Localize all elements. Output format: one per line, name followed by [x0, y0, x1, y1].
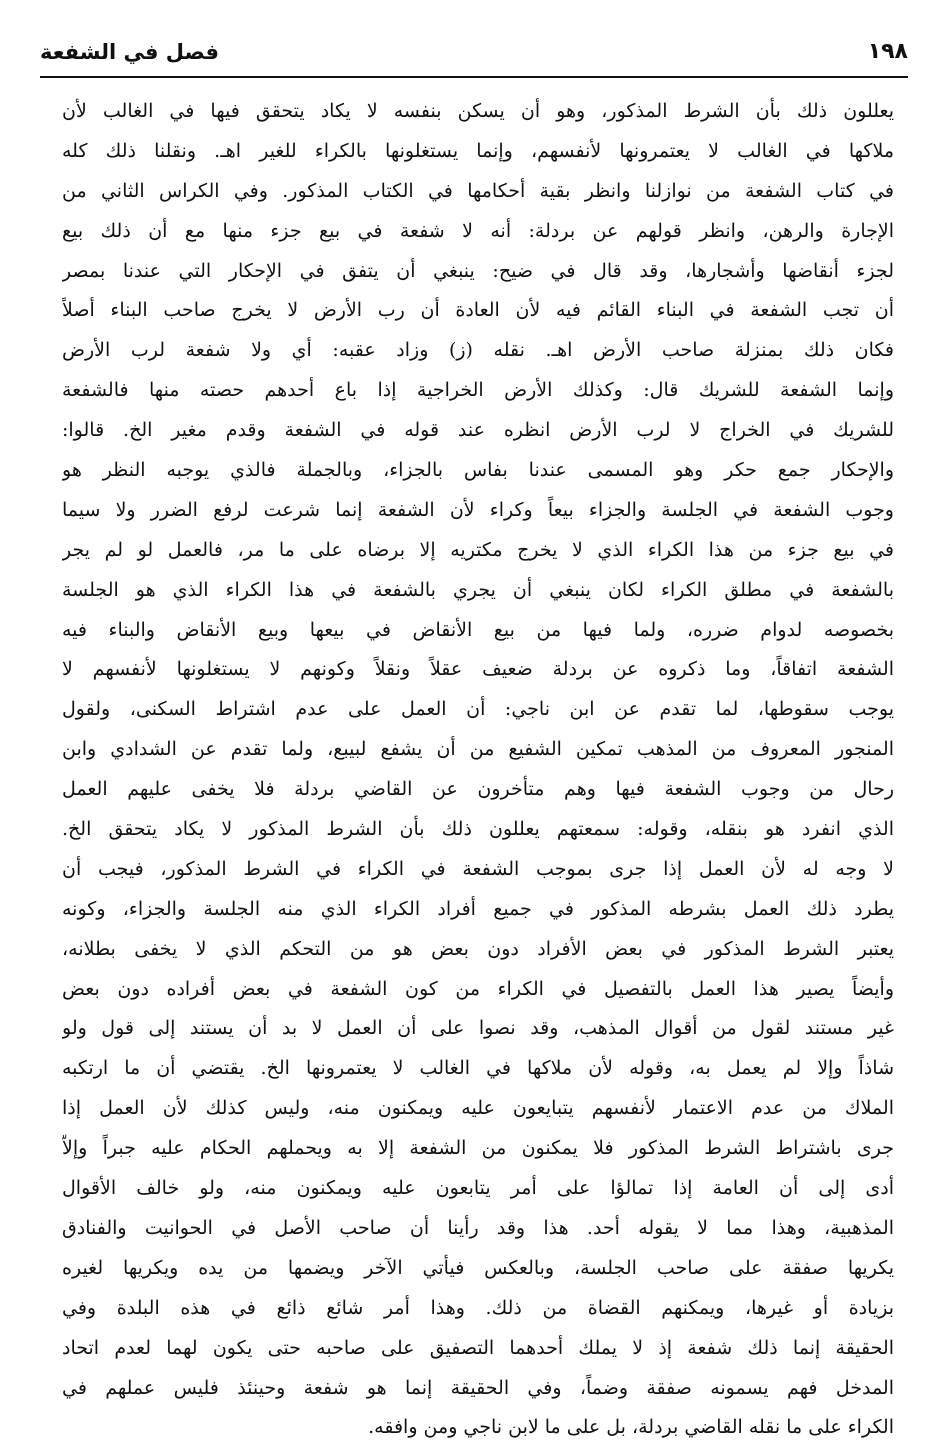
text-line: الذي انفرد هو بنقله، وقوله: سمعتهم يعللون ذلك بأن الشرط المذكور لا يكاد يتحقق الخ. — [62, 818, 894, 841]
body-text — [62, 92, 894, 1448]
text-line: يوجب سقوطها، لما تقدم عن ابن ناجي: أن العمل على عدم اشتراط السكنى، ولقول — [62, 698, 894, 721]
text-line: المدخل فهم يسمونه صفقة وضماً، وفي الحقيقة إنما هو شفعة وحينئذ فليس عملهم في — [62, 1376, 894, 1399]
text-line: في بيع جزء من هذا الكراء الذي لا يخرج مكتريه إلا برضاه على ما مر، فالعمل لو لم يجر — [62, 538, 894, 561]
text-line: في كتاب الشفعة من نوازلنا وانظر بقية أحكامها في الكتاب المذكور. وفي الكراس الثاني من — [62, 179, 894, 202]
text-line: شاذاً وإلا لم يعمل به، وقوله لأن ملاكها في الغالب لا يعتمرونها الخ. يقتضي أن ما ارتكبه — [62, 1057, 894, 1080]
header-rule — [40, 76, 908, 78]
running-title: فصل في الشفعة — [40, 40, 219, 64]
text-line: يعللون ذلك بأن الشرط المذكور، وهو أن يسكن بنفسه لا يكاد يتحقق فيها في الغالب لأن — [62, 100, 894, 122]
text-line: الإجارة والرهن، وانظر قولهم عن بردلة: أنه لا شفعة في بيع جزء منها مع أن ذلك بيع — [62, 219, 894, 242]
text-line: غير مستند لقول من أقوال المذهب، وقد نصوا على أن العمل لا بد أن يستند إلى قول ولو — [62, 1017, 894, 1040]
text-line: أدى إلى أن العامة إذا تمالؤا على أمر يتابعون عليه ويمكنون منه، ولو خالف الأقوال — [62, 1177, 894, 1200]
text-line: المذهبية، وهذا مما لا يقوله أحد. هذا وقد رأينا أن صاحب الأصل في الحوانيت والفنادق — [62, 1216, 894, 1239]
text-line: وأيضاً يصير هذا العمل بالتفصيل في الكراء من كون الشفعة في بعض أفراده دون بعض — [62, 977, 894, 1000]
text-line: المنجور المعروف من المذهب تمكين الشفيع من أن يشفع لبيبع، ولما تقدم عن الشدادي وابن — [62, 738, 894, 761]
text-line: الكراء على ما نقله القاضي بردلة، بل على ما لابن ناجي ومن وافقه. — [368, 1416, 894, 1439]
text-line: رحال من وجوب الشفعة فيها وهم متأخرون عن القاضي بردلة فلا يخفى عليهم العمل — [62, 778, 894, 801]
text-line: وإنما الشفعة للشريك قال: وكذلك الأرض الخراجية إذا باع أحدهم حصته منها فالشفعة — [62, 379, 894, 402]
text-line: يعتبر الشرط المذكور في بعض الأفراد دون بعض هو من التحكم الذي لا يخفى بطلانه، — [62, 937, 894, 960]
text-line: أن تجب الشفعة في البناء القائم فيه لأن العادة أن رب الأرض لا يخرج صاحب البناء أصلاً — [62, 299, 894, 322]
text-line: وجوب الشفعة في الجلسة والجزاء بيعاً وكراء لأن الشفعة إنما شرعت لرفع الضرر ولا سيما — [62, 498, 894, 521]
text-line: يطرد ذلك العمل بشرطه المذكور في جميع أفراد الكراء الذي منه الجلسة والجزاء، وكونه — [62, 897, 894, 920]
text-line: لجزء أنقاضها وأشجارها، وقد قال في ضيح: ينبغي أن يتفق في الإحكار التي عندنا بمصر — [62, 259, 894, 282]
text-line: بزيادة أو غيرها، ويمكنهم القضاة من ذلك. وهذا أمر شائع ذائع في هذه البلدة وفي — [62, 1296, 894, 1319]
page-number: ١٩٨ — [867, 39, 908, 64]
text-line: للشريك في الخراج لا لرب الأرض انظره عند قوله في الشفعة وقدم مغير الخ. قالوا: — [62, 419, 894, 442]
text-line: يكريها صفقة على صاحب الجلسة، وبالعكس فيأتي الآخر ويضمها من يده ويكريها لغيره — [62, 1256, 894, 1279]
text-line: ملاكها في الغالب لا يعتمرونها لأنفسهم، وإنما يستغلونها بالكراء للغير اهـ. ونقلنا ذلك كله — [62, 139, 894, 162]
text-line: بخصوصه لدوام ضرره، ولما فيها من بيع الأنقاض في بيعها وبيع الأنقاض والبناء فيه — [62, 618, 894, 641]
text-line: والإحكار جمع حكر وهو المسمى عندنا بفاس بالجزاء، وبالجملة فالذي يوجبه النظر هو — [62, 459, 894, 482]
text-line: فكان ذلك بمنزلة صاحب الأرض اهـ. نقله (ز) وزاد عقبه: أي ولا شفعة لرب الأرض — [62, 339, 894, 362]
text-line: بالشفعة في مطلق الكراء لكان ينبغي أن يجري بالشفعة في هذا الكراء الذي هو الجلسة — [62, 578, 894, 601]
text-line: لا وجه له لأن العمل إذا جرى بموجب الشفعة في الكراء في الشرط المذكور، فيجب أن — [62, 857, 894, 880]
text-line: جرى باشتراط الشرط المذكور فلا يمكنون من الشفعة إلا به ويحملهم الحكام عليه جبراً وإلاّ — [62, 1137, 894, 1160]
page-header — [40, 34, 908, 74]
text-line: الحقيقة إنما ذلك شفعة إذ لا يملك أحدهما التصفيق على صاحبه حتى يكون لهما لعدم اتحاد — [62, 1336, 894, 1359]
text-line: الشفعة اتفاقاً، وما ذكروه عن بردلة ضعيف عقلاً ونقلاً وكونهم لا يستغلونها لأنفسهم لا — [62, 658, 894, 681]
text-line: الملاك من عدم الاعتمار لأنفسهم يتبايعون عليه ويمكنون منه، وليس كذلك لأن العمل إذا — [62, 1097, 894, 1120]
